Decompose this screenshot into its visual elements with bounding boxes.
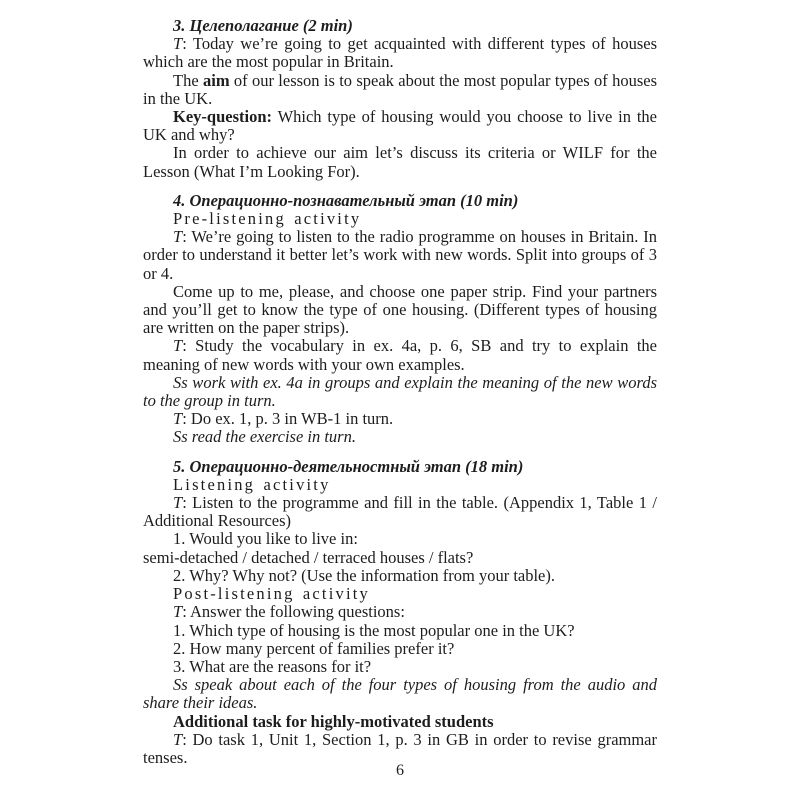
text-segment: T bbox=[173, 227, 183, 247]
text-segment: Which type of housing would you choose to live in the UK and why? bbox=[143, 107, 657, 145]
paragraph bbox=[143, 713, 657, 731]
paragraph bbox=[143, 72, 657, 108]
text-segment: : Listen to the programme and fill in the table. (Appendix 1, Table 1 / Additional Resources) bbox=[143, 493, 657, 531]
text-segment: T bbox=[173, 409, 183, 429]
text-segment: 2. Why? Why not? (Use the information from your table). bbox=[173, 565, 555, 585]
paragraph bbox=[143, 494, 657, 530]
text-segment: T bbox=[173, 729, 183, 749]
text-segment: Additional task for highly-motivated students bbox=[173, 711, 494, 731]
text-segment: Key-question: bbox=[173, 107, 272, 127]
section-heading bbox=[143, 17, 657, 35]
text-segment: Ss work with ex. 4a in groups and explain the meaning of the new words to the group in turn. bbox=[143, 372, 657, 411]
paragraph bbox=[143, 108, 657, 144]
text-segment: : Do task 1, Unit 1, Section 1, p. 3 in GB in order to revise grammar tenses. bbox=[143, 729, 657, 767]
text-segment: aim bbox=[202, 70, 230, 90]
text-segment: : We’re going to listen to the radio programme on houses in Britain. In order to understand it better let’s work with new words. Split into groups of 3 or 4. bbox=[143, 227, 657, 283]
text-segment: : Today we’re going to get acquainted with different types of houses which are the most popular in Britain. bbox=[143, 34, 657, 72]
text-segment: T bbox=[173, 336, 183, 356]
paragraph bbox=[143, 603, 657, 621]
paragraph bbox=[143, 410, 657, 428]
paragraph bbox=[143, 622, 657, 640]
paragraph bbox=[143, 549, 657, 567]
page-number: 6 bbox=[396, 762, 404, 779]
text-segment: : Do ex. 1, p. 3 in WB-1 in turn. bbox=[182, 409, 394, 429]
text-segment: Listening activity bbox=[173, 474, 331, 494]
section-heading bbox=[143, 458, 657, 476]
paragraph bbox=[143, 35, 657, 71]
paragraph bbox=[143, 567, 657, 585]
text-segment: T bbox=[173, 34, 183, 54]
text-segment: In order to achieve our aim let’s discuss its criteria or WILF for the Lesson (What I’m Looking For). bbox=[143, 143, 657, 181]
paragraph bbox=[143, 374, 657, 410]
section-heading bbox=[143, 192, 657, 210]
text-segment: T bbox=[173, 602, 183, 622]
text-segment: 5. Операционно-деятельностный этап (18 min) bbox=[173, 456, 524, 476]
text-segment: T bbox=[173, 493, 183, 513]
activity-heading bbox=[143, 585, 657, 603]
text-segment: 1. Would you like to live in: bbox=[173, 529, 358, 549]
text-segment: Come up to me, please, and choose one paper strip. Find your partners and you’ll get to know the type of one housing. (Different types of housing are written on the paper strips). bbox=[143, 281, 657, 338]
text-segment: Post-listening activity bbox=[173, 584, 370, 604]
activity-heading bbox=[143, 476, 657, 494]
text-segment: Ss read the exercise in turn. bbox=[173, 427, 356, 447]
paragraph bbox=[143, 658, 657, 676]
paragraph bbox=[143, 676, 657, 712]
paragraph bbox=[143, 144, 657, 180]
text-segment: 3. What are the reasons for it? bbox=[173, 656, 372, 676]
paragraph bbox=[143, 228, 657, 283]
text-segment: 2. How many percent of families prefer it? bbox=[173, 638, 455, 658]
paragraph bbox=[143, 337, 657, 373]
text-segment: : Answer the following questions: bbox=[182, 602, 405, 622]
text-segment: of our lesson is to speak about the most popular types of houses in the UK. bbox=[143, 70, 657, 108]
paragraph bbox=[143, 428, 657, 446]
text-segment: 4. Операционно-познавательный этап (10 min) bbox=[173, 190, 519, 210]
text-segment: Ss speak about each of the four types of housing from the audio and share their ideas. bbox=[143, 675, 657, 713]
activity-heading bbox=[143, 210, 657, 228]
paragraph bbox=[143, 640, 657, 658]
page-content bbox=[143, 6, 657, 767]
text-segment: Pre-listening activity bbox=[173, 209, 362, 229]
text-segment: : Study the vocabulary in ex. 4a, p. 6, SB and try to explain the meaning of new words with your own examples. bbox=[143, 336, 657, 374]
text-segment: semi-detached / detached / terraced houses / flats? bbox=[143, 547, 474, 567]
text-segment: The bbox=[173, 70, 203, 90]
text-segment: 1. Which type of housing is the most popular one in the UK? bbox=[173, 620, 575, 640]
text-segment: 3. Целеполагание (2 min) bbox=[173, 16, 353, 35]
paragraph bbox=[143, 530, 657, 548]
paragraph bbox=[143, 283, 657, 338]
